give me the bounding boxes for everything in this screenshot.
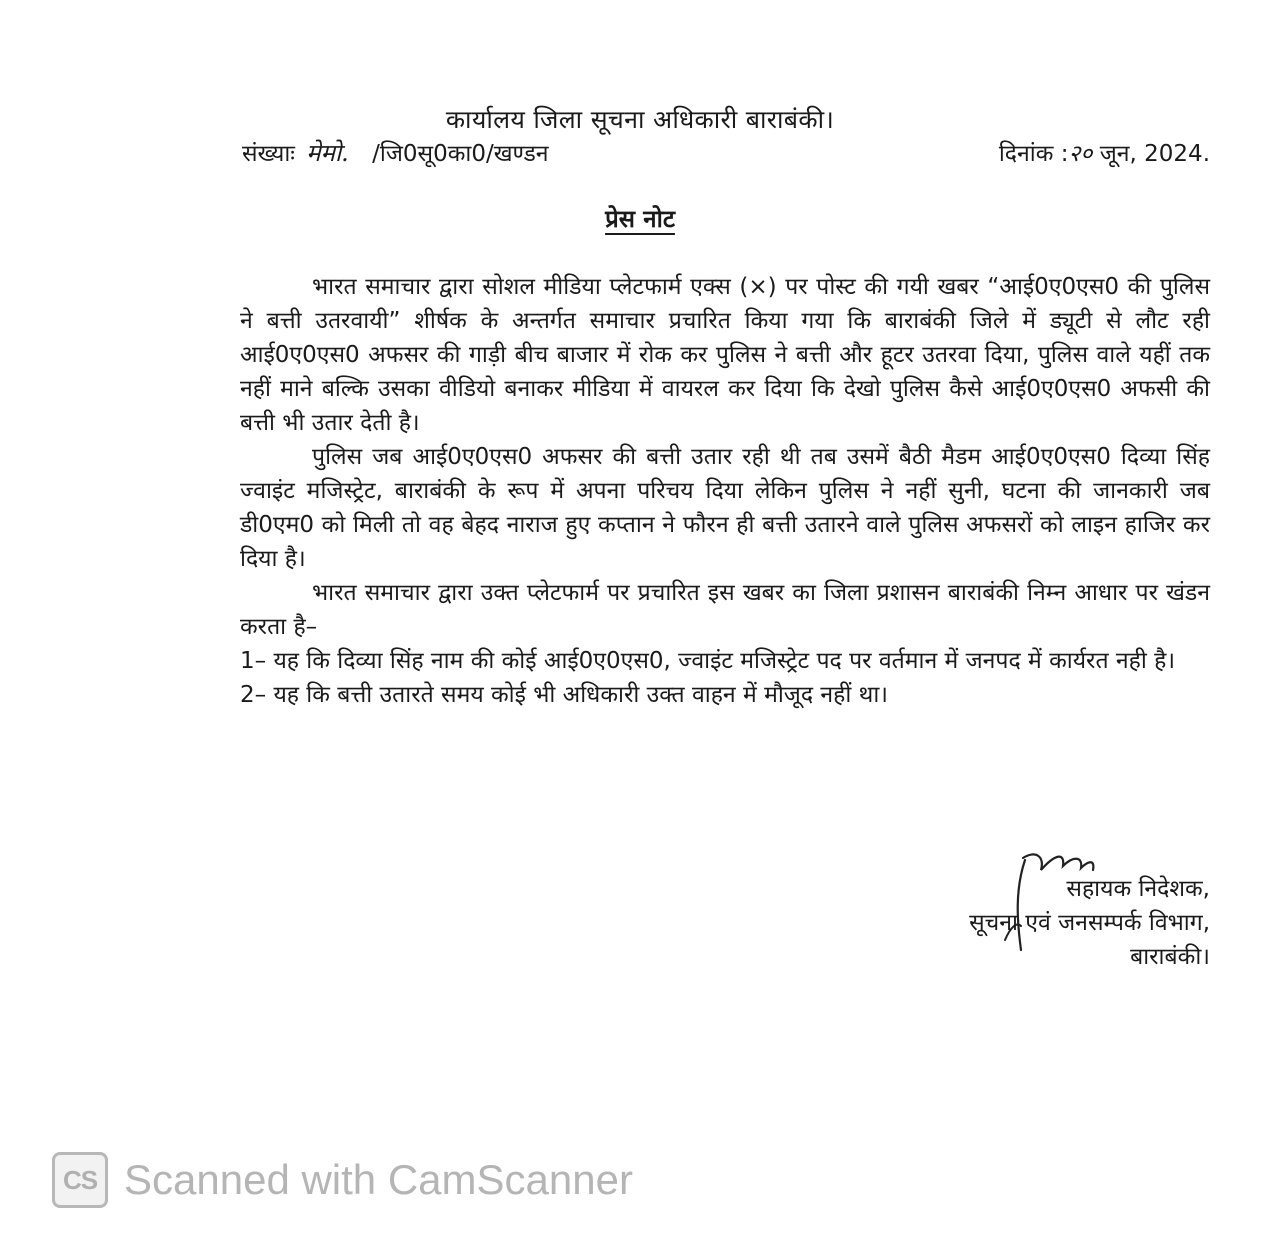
point-2: 2– यह कि बत्ती उतारते समय कोई भी अधिकारी उक्त वाहन में मौजूद नहीं था। [240,682,888,708]
signature-designation: सहायक निदेशक, [1066,876,1210,902]
point-1: 1– यह कि दिव्या सिंह नाम की कोई आई0ए0एस0, ज्वाइंट मजिस्ट्रेट पद पर वर्तमान में जनपद में कार्यरत नही है। [240,648,1176,674]
press-note-heading [0,202,1280,235]
paragraph-3: भारत समाचार द्वारा उक्त प्लेटफार्म पर प्रचारित इस खबर का जिला प्रशासन बाराबंकी निम्न आधार पर खंडन करता है– [240,580,1210,640]
reference-suffix: /जि0सू0का0/खण्डन [372,141,549,167]
date-handwritten: २० [1068,141,1093,167]
signature-place: बाराबंकी। [1130,944,1210,970]
office-title: कार्यालय जिला सूचना अधिकारी बाराबंकी। [445,105,835,134]
paragraph-1: भारत समाचार द्वारा सोशल मीडिया प्लेटफार्म एक्स (×) पर पोस्ट की गयी खबर “आई0ए0एस0 की पुलिस ने बत्ती उतरवायी” शीर्षक के अन्तर्गत समाचार प्रचारित किया गया कि बाराबंकी जिले में ड्यूटी से लौट रही आई0ए0एस0 अफसर की गाड़ी बीच बाजार में रोक कर पुलिस ने बत्ती और हूटर उतरवा दिया, पुलिस वाले यहीं तक नहीं माने बल्कि उसका वीडियो बनाकर मीडिया में वायरल कर दिया कि देखो पुलिस कैसे आई0ए0एस0 अफसी की बत्ती भी उतार देती है। [240,274,1210,436]
watermark-text: Scanned with CamScanner [124,1156,633,1203]
reference-prefix: संख्याः [242,141,295,167]
signature-department: सूचना एवं जनसम्पर्क विभाग, [969,910,1210,936]
document-date [999,136,1210,168]
reference-number [242,136,549,169]
date-suffix: जून, 2024. [1092,141,1210,167]
paragraph-2: पुलिस जब आई0ए0एस0 अफसर की बत्ती उतार रही थी तब उसमें बैठी मैडम आई0ए0एस0 दिव्या सिंह ज्वाइंट मजिस्ट्रेट, बाराबंकी के रूप में अपना परिचय दिया लेकिन पुलिस ने नहीं सुनी, घटना की जानकारी जब डी0एम0 को मिली तो वह बेहद नाराज हुए कप्तान ने फौरन ही बत्ती उतारने वाले पुलिस अफसरों को लाइन हाजिर कर दिया है। [240,444,1210,572]
reference-line [242,136,1210,168]
body-text [240,270,1210,712]
camscanner-watermark [52,1152,633,1208]
date-prefix: दिनांक : [998,141,1069,167]
reference-handwritten: मेमो. [306,139,349,167]
press-note-heading-text: प्रेस नोट [605,205,675,233]
camscanner-logo-icon: CS [52,1152,108,1208]
signature-block [890,872,1210,974]
